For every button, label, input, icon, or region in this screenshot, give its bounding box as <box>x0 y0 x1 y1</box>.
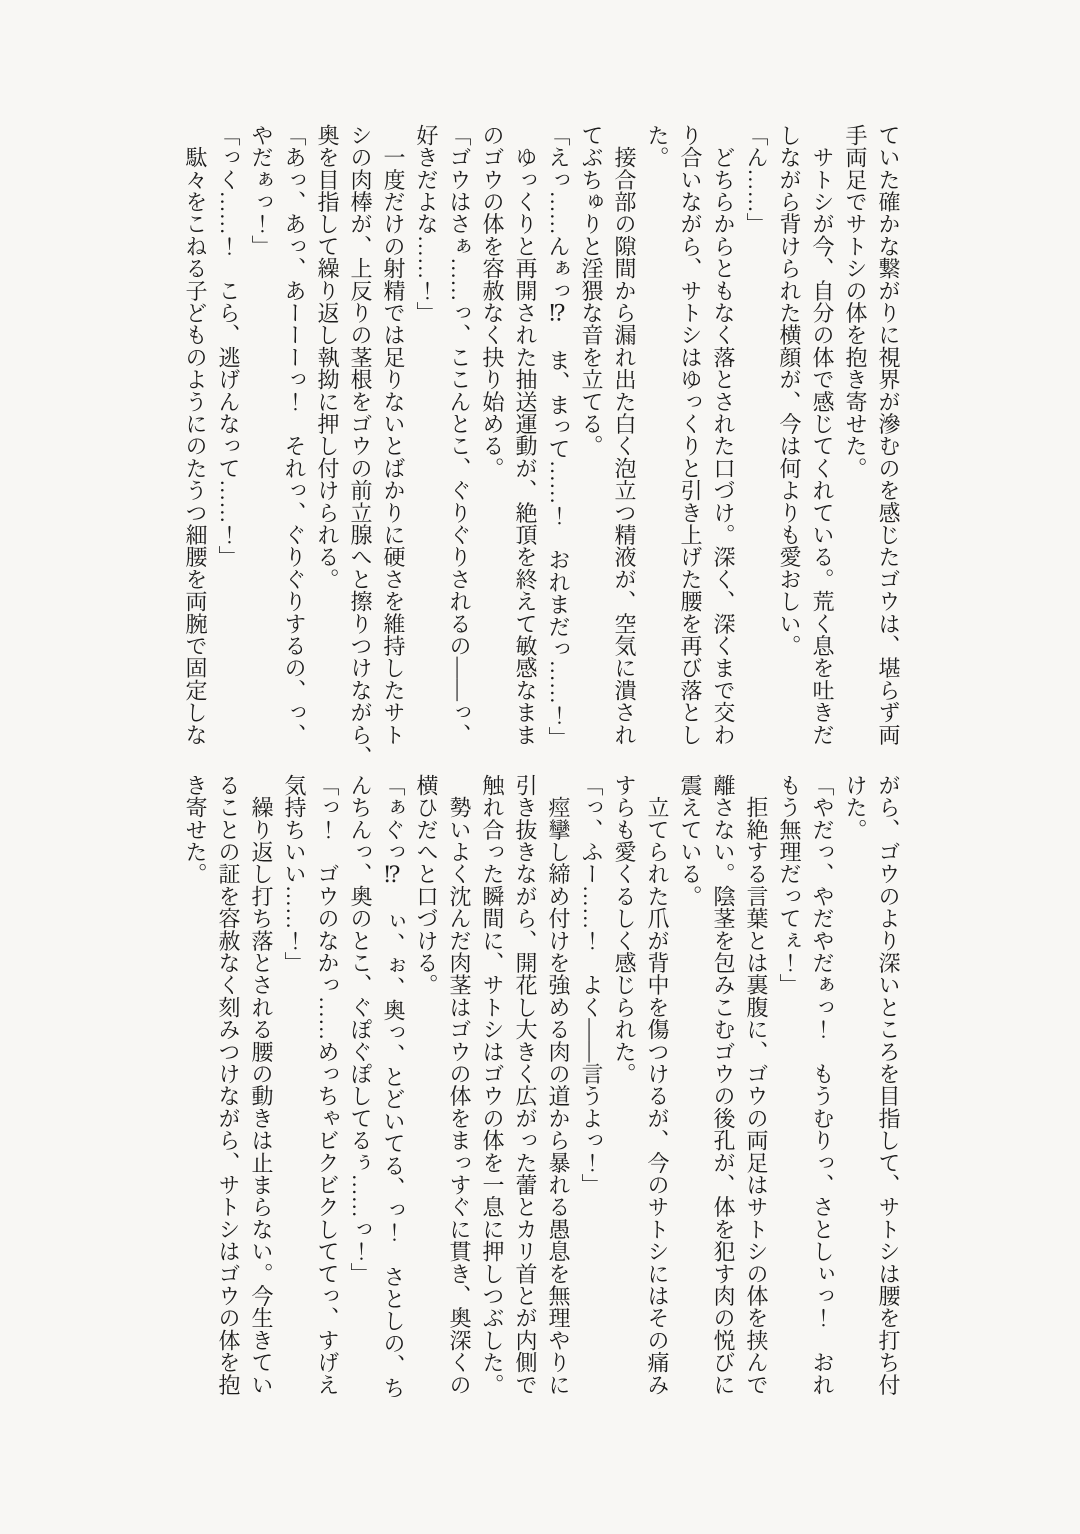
text-line: 引き抜きながら、開花し大きく広がった蕾とカリ首とが内側で <box>513 774 538 1396</box>
text-block-top <box>179 124 905 768</box>
text-line: 「っく……！ こら、逃げんなって……！」 <box>216 124 241 568</box>
text-line: 拒絶する言葉とは裏腹に、ゴウの両足はサトシの体を挟んで <box>744 774 769 1396</box>
text-line: のゴウの体を容赦なく抉り始める。 <box>480 124 505 480</box>
text-block-bottom <box>179 774 905 1399</box>
text-line: 駄々をこねる子どものようにのたうつ細腰を両腕で固定しな <box>183 124 208 746</box>
text-line: すらも愛くるしく感じられた。 <box>612 774 637 1085</box>
text-line: 手両足でサトシの体を抱き寄せた。 <box>843 124 868 480</box>
text-line: 「ん……」 <box>744 124 769 235</box>
text-line: 一度だけの射精では足りないとばかりに硬さを維持したサト <box>381 124 406 746</box>
text-line: 奥を目指して繰り返し執拗に押し付けられる。 <box>315 124 340 591</box>
text-line: サトシが今、自分の体で感じてくれている。荒く息を吐きだ <box>810 124 835 746</box>
text-line: 触れ合った瞬間に、サトシはゴウの体を一息に押しつぶした。 <box>480 774 505 1396</box>
text-line: ることの証を容赦なく刻みつけながら、サトシはゴウの体を抱 <box>216 774 241 1396</box>
text-line: 立てられた爪が背中を傷つけるが、今のサトシにはその痛み <box>645 774 670 1396</box>
text-line: もう無理だってぇ！」 <box>777 774 802 996</box>
text-line: 「っ、ふー……！ よく――言うよっ！」 <box>579 774 604 1196</box>
text-line: がら、ゴウのより深いところを目指して、サトシは腰を打ち付 <box>876 774 901 1396</box>
text-line: 「あっ、あっ、あーーーっ！ それっ、ぐりぐりするの、っ、 <box>282 124 307 746</box>
text-line: 気持ちいい……！」 <box>282 774 307 974</box>
text-line: り合いながら、サトシはゆっくりと引き上げた腰を再び落とし <box>678 124 703 746</box>
text-line: シの肉棒が、上反りの茎根をゴウの前立腺へと擦りつけながら、 <box>348 124 373 768</box>
text-line: 震えている。 <box>678 774 703 908</box>
text-line: た。 <box>645 124 670 169</box>
text-line: き寄せた。 <box>183 774 208 885</box>
text-line: 好きだよな……！」 <box>414 124 439 324</box>
text-line: ゆっくりと再開された抽送運動が、絶頂を終えて敏感なまま <box>513 124 538 746</box>
text-line: 勢いよく沈んだ肉茎はゴウの体をまっすぐに貫き、奥深くの <box>447 774 472 1396</box>
text-line: 「っ！ ゴウのなかっ……めっちゃビクビクしててっ、すげえ <box>315 774 340 1396</box>
text-line: 「ぁぐっ⁉ ぃ、ぉ、奥っ、とどいてる、っ！ さとしの、ち <box>381 774 406 1399</box>
text-line: けた。 <box>843 774 868 841</box>
text-line: ていた確かな繋がりに視界が滲むのを感じたゴウは、堪らず両 <box>876 124 901 746</box>
text-line: 離さない。陰茎を包みこむゴウの後孔が、体を犯す肉の悦びに <box>711 774 736 1396</box>
text-line: 横ひだへと口づける。 <box>414 774 439 996</box>
text-line: 接合部の隙間から漏れ出た白く泡立つ精液が、空気に潰され <box>612 124 637 746</box>
text-line: 痙攣し締め付けを強める肉の道から暴れる愚息を無理やりに <box>546 774 571 1396</box>
text-line: やだぁっ！」 <box>249 124 274 258</box>
text-line: どちらからともなく落とされた口づけ。深く、深くまで交わ <box>711 124 736 746</box>
text-line: 繰り返し打ち落とされる腰の動きは止まらない。今生きてい <box>249 774 274 1396</box>
text-line: 「えっ……んぁっ⁉ ま、まって……！ おれまだっ……！」 <box>546 124 571 749</box>
text-line: てぶちゅりと淫猥な音を立てる。 <box>579 124 604 457</box>
text-line: 「ゴウはさぁ……っ、ここんとこ、ぐりぐりされるの――っ、 <box>447 124 472 746</box>
text-line: しながら背けられた横顔が、今は何よりも愛おしい。 <box>777 124 802 657</box>
text-line: んちんっ、奥のとこ、ぐぽぐぽしてるぅ……っ！」 <box>348 774 373 1285</box>
text-line: 「やだっ、やだやだぁっ！ もうむりっ、さとしぃっ！ おれ <box>810 774 835 1396</box>
